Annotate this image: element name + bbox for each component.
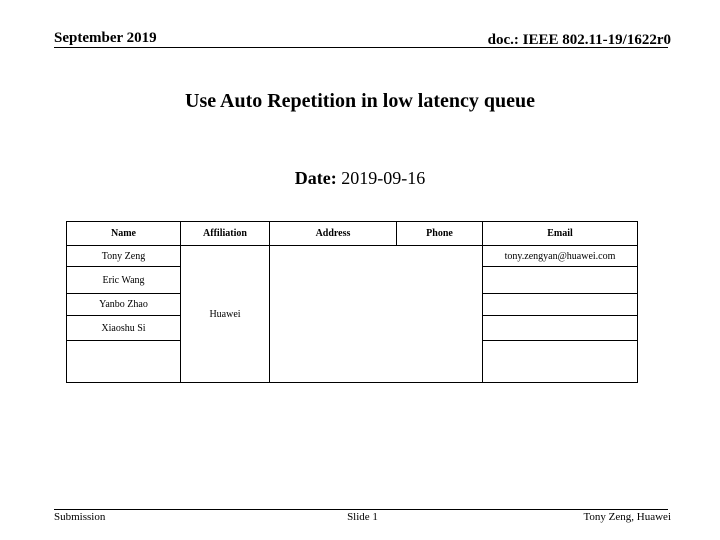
- slide-title: Use Auto Repetition in low latency queue: [185, 90, 535, 112]
- footer-author: Tony Zeng, Huawei: [583, 511, 671, 523]
- affiliation-cell: Huawei: [181, 246, 270, 383]
- author-name: Xiaoshu Si: [67, 316, 181, 341]
- header-date: September 2019: [54, 30, 157, 46]
- header-email: Email: [483, 222, 638, 246]
- author-email: [483, 316, 638, 341]
- header-address: Address: [270, 222, 397, 246]
- date-line: [0, 168, 720, 189]
- author-name: [67, 341, 181, 383]
- date-label: Date:: [294, 168, 337, 188]
- authors-table: [66, 221, 638, 383]
- footer-submission: Submission: [54, 511, 106, 523]
- author-name: Yanbo Zhao: [67, 294, 181, 316]
- author-name: Eric Wang: [67, 267, 181, 294]
- header-divider: [54, 47, 668, 48]
- footer-divider: [54, 509, 668, 510]
- table-header-row: [67, 222, 638, 246]
- author-email: tony.zengyan@huawei.com: [483, 246, 638, 267]
- table-row: [67, 246, 638, 267]
- author-email: [483, 267, 638, 294]
- author-name: Tony Zeng: [67, 246, 181, 267]
- author-email: [483, 341, 638, 383]
- date-value: 2019-09-16: [341, 168, 426, 188]
- header-affiliation: Affiliation: [181, 222, 270, 246]
- author-email: [483, 294, 638, 316]
- header-name: Name: [67, 222, 181, 246]
- header-phone: Phone: [397, 222, 483, 246]
- header-doc-id: doc.: IEEE 802.11-19/1622r0: [487, 32, 671, 48]
- address-phone-cell: [270, 246, 483, 383]
- footer-slide-number: Slide 1: [347, 511, 378, 523]
